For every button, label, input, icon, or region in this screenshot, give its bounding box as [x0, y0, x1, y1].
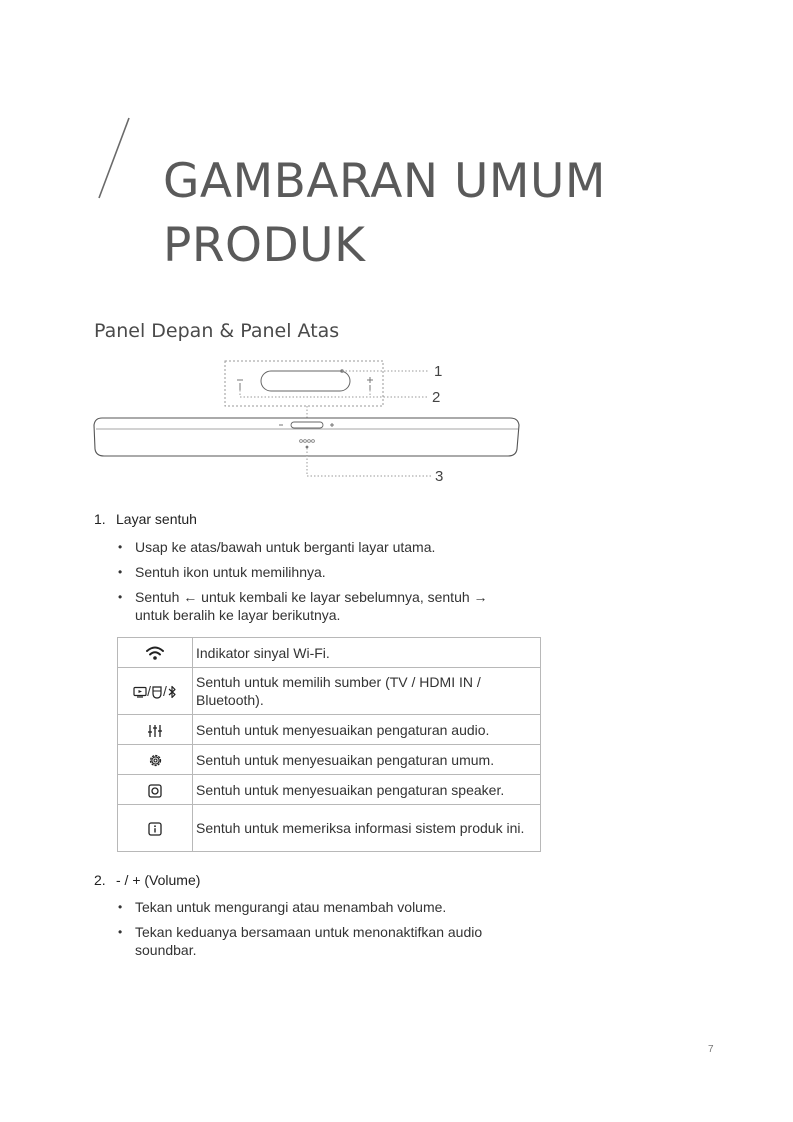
table-row — [118, 715, 541, 745]
speaker-icon — [148, 784, 162, 798]
item1-title: Layar sentuh — [116, 511, 197, 527]
title-slash-decoration — [96, 116, 136, 200]
chapter-title-line2: PRODUK — [163, 218, 366, 273]
item2-bullet-list — [116, 898, 525, 966]
gear-icon — [148, 753, 163, 768]
list-item: • Tekan untuk mengurangi atau menambah volume. — [116, 898, 525, 916]
list-item: • Sentuh ikon untuk memilihnya. — [116, 563, 525, 581]
tv-icon — [133, 686, 147, 698]
table-row — [118, 745, 541, 775]
item2-heading — [94, 872, 200, 888]
soundbar-body — [94, 418, 519, 456]
wifi-icon — [145, 645, 165, 661]
item1-bullet-list — [116, 538, 525, 631]
list-item — [116, 588, 525, 624]
zoom-box — [225, 361, 383, 406]
soundbar-diagram — [90, 355, 550, 490]
item2-title: - / + (Volume) — [116, 872, 201, 888]
table-cell-text: Sentuh untuk menyesuaikan pengaturan speaker. — [193, 775, 541, 805]
callout-3: 3 — [435, 468, 444, 485]
bullet-text: Sentuh — [135, 589, 180, 605]
table-row — [118, 668, 541, 715]
table-row — [118, 638, 541, 668]
page-number: 7 — [708, 1044, 714, 1055]
table-cell-text: Sentuh untuk memilih sumber (TV / HDMI IN / Bluetooth). — [193, 668, 541, 715]
table-cell-text: Sentuh untuk menyesuaikan pengaturan umum. — [193, 745, 541, 775]
source-separator: / — [147, 682, 151, 699]
item1-number: 1. — [94, 511, 106, 527]
bluetooth-icon — [167, 685, 177, 699]
volume-minus-icon — [237, 380, 243, 390]
bullet-text: untuk beralih ke layar berikutnya. — [135, 607, 341, 623]
icon-table — [117, 637, 541, 852]
section-title: Panel Depan & Panel Atas — [94, 320, 340, 342]
info-icon — [148, 822, 162, 836]
equalizer-icon — [147, 724, 163, 738]
item1-heading — [94, 511, 197, 527]
table-cell-text: Sentuh untuk menyesuaikan pengaturan audio. — [193, 715, 541, 745]
callout-1: 1 — [434, 363, 443, 380]
arrow-left-icon: ← — [183, 589, 198, 605]
arrow-right-icon: → — [473, 589, 488, 605]
volume-plus-icon — [367, 377, 373, 390]
bullet-text: untuk kembali ke layar sebelumnya, sentuh — [201, 589, 470, 605]
hdmi-icon — [151, 686, 163, 699]
touch-display-shape — [261, 371, 350, 391]
chapter-title — [163, 150, 606, 278]
source-separator: / — [163, 682, 167, 699]
table-row — [118, 805, 541, 852]
item2-number: 2. — [94, 872, 106, 888]
list-item: • Usap ke atas/bawah untuk berganti layar utama. — [116, 538, 525, 556]
callout-2: 2 — [432, 389, 441, 406]
chapter-title-line1: GAMBARAN UMUM — [163, 154, 606, 209]
table-cell-text: Indikator sinyal Wi-Fi. — [193, 638, 541, 668]
table-cell-text: Sentuh untuk memeriksa informasi sistem produk ini. — [193, 805, 541, 852]
list-item: • Tekan keduanya bersamaan untuk menonaktifkan audio soundbar. — [116, 923, 525, 959]
table-row — [118, 775, 541, 805]
